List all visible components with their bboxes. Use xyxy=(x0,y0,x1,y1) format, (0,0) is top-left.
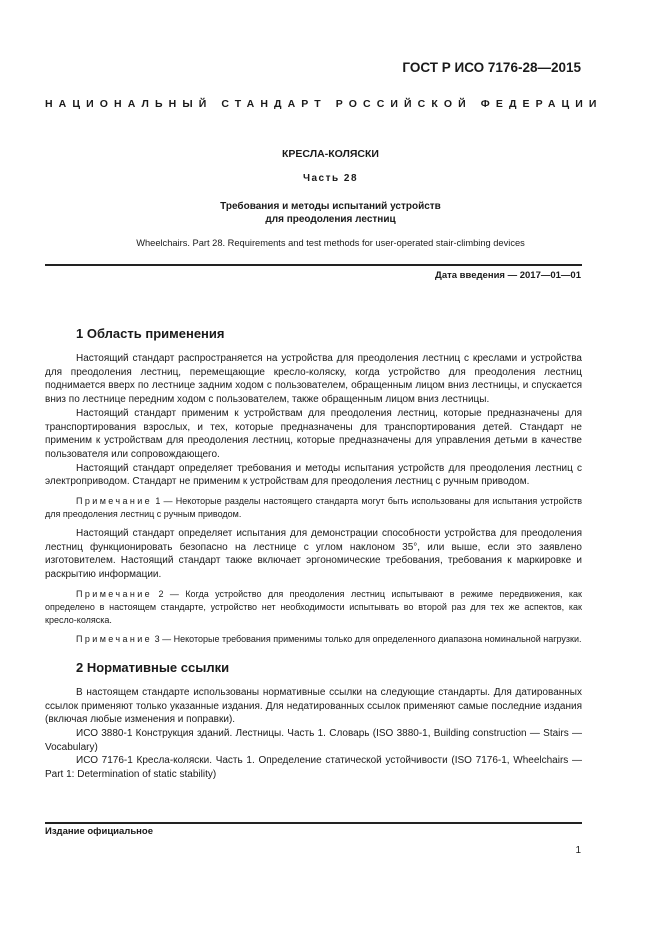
note-2-label: Примечание xyxy=(76,588,153,599)
section-1-paragraph-4: Настоящий стандарт определяет испытания для демонстрации способности устройства для преодоления лестниц функционировать безопасно на лестнице с углом наклоном 35°, или выше, если это заявлено изготовителем. Настоящий стандарт также включает эргономические требования, требования к маркировке и раскрытию информации. xyxy=(45,528,582,581)
official-edition-label: Издание официальное xyxy=(45,826,153,837)
note-2-text: 2 — Когда устройство для преодоления лестниц испытывают в режиме передвижения, как определено в настоящем стандарте, устройство нет необходимости испытывать во второй раз для тех же аспектов, как кресло-коляска. xyxy=(45,588,582,625)
english-title: Wheelchairs. Part 28. Requirements and test methods for user-operated stair-climbing devices xyxy=(136,238,525,248)
document-title: КРЕСЛА-КОЛЯСКИ xyxy=(282,148,379,160)
note-1 xyxy=(45,495,582,521)
document-body xyxy=(45,326,582,782)
note-3 xyxy=(45,633,582,646)
section-2-paragraph-1: В настоящем стандарте использованы нормативные ссылки на следующие стандарты. Для датированных ссылок применяют только указанные издания. Для недатированных ссылок применяют самые последние издания (включая любые изменения и поправки). xyxy=(45,686,582,726)
document-subtitle xyxy=(0,200,661,226)
document-id: ГОСТ Р ИСО 7176-28—2015 xyxy=(402,60,581,75)
section-1-paragraph-1: Настоящий стандарт распространяется на устройства для преодоления лестниц с креслами и устройства для преодоления лестниц, перемещающие кресло-коляску, когда устройство для преодоления лестниц поднимается вверх по лестнице задним ходом с пользователем, обращенным лицом вниз лестницы, и спускается вниз по лестнице передним ходом с пользователем, также обращенным лицом вниз лестницы. xyxy=(45,353,582,406)
introduction-date: Дата введения — 2017—01—01 xyxy=(435,270,581,281)
national-standard-banner: НАЦИОНАЛЬНЫЙ СТАНДАРТ РОССИЙСКОЙ ФЕДЕРАЦИИ xyxy=(45,98,603,110)
note-1-label: Примечание xyxy=(76,496,153,507)
section-1-paragraph-2: Настоящий стандарт применим к устройствам для преодоления лестниц, которые предназначены для транспортирования взрослых, и тех, которые предназначены для транспортирования детей. Стандарт не применим к устройствам для преодоления лестниц, которые предназначены для управления детьми в качестве пользователя или сопровождающего. xyxy=(45,407,582,460)
section-2-heading: 2 Нормативные ссылки xyxy=(76,659,230,675)
subtitle-line-1: Требования и методы испытаний устройств xyxy=(220,201,441,212)
normative-reference-2: ИСО 7176-1 Кресла-коляски. Часть 1. Определение статической устойчивости (ISO 7176-1, Wheelchairs — Part 1: Determination of static stability) xyxy=(45,755,582,781)
footer-divider xyxy=(45,822,582,824)
section-1-paragraph-3: Настоящий стандарт определяет требования и методы испытания устройств для преодоления лестниц с электроприводом. Стандарт не применим к устройствам для преодоления лестниц с ручным приводом. xyxy=(45,462,582,488)
note-2 xyxy=(45,588,582,627)
normative-reference-1: ИСО 3880-1 Конструкция зданий. Лестницы. Часть 1. Словарь (ISO 3880-1, Building construction — Stairs — Vocabulary) xyxy=(45,727,582,753)
note-1-text: 1 — Некоторые разделы настоящего стандарта могут быть использованы для испытания устройств для преодоления лестниц с ручным приводом. xyxy=(45,496,582,520)
note-3-text: 3 — Некоторые требования применимы только для определенного диапазона номинальной нагрузки. xyxy=(152,633,582,644)
document-part: Часть 28 xyxy=(302,173,359,184)
page-number: 1 xyxy=(575,845,581,856)
subtitle-line-2: для преодоления лестниц xyxy=(265,214,396,225)
header-divider xyxy=(45,264,582,266)
section-1-heading: 1 Область применения xyxy=(76,326,225,341)
note-3-label: Примечание xyxy=(76,633,153,644)
